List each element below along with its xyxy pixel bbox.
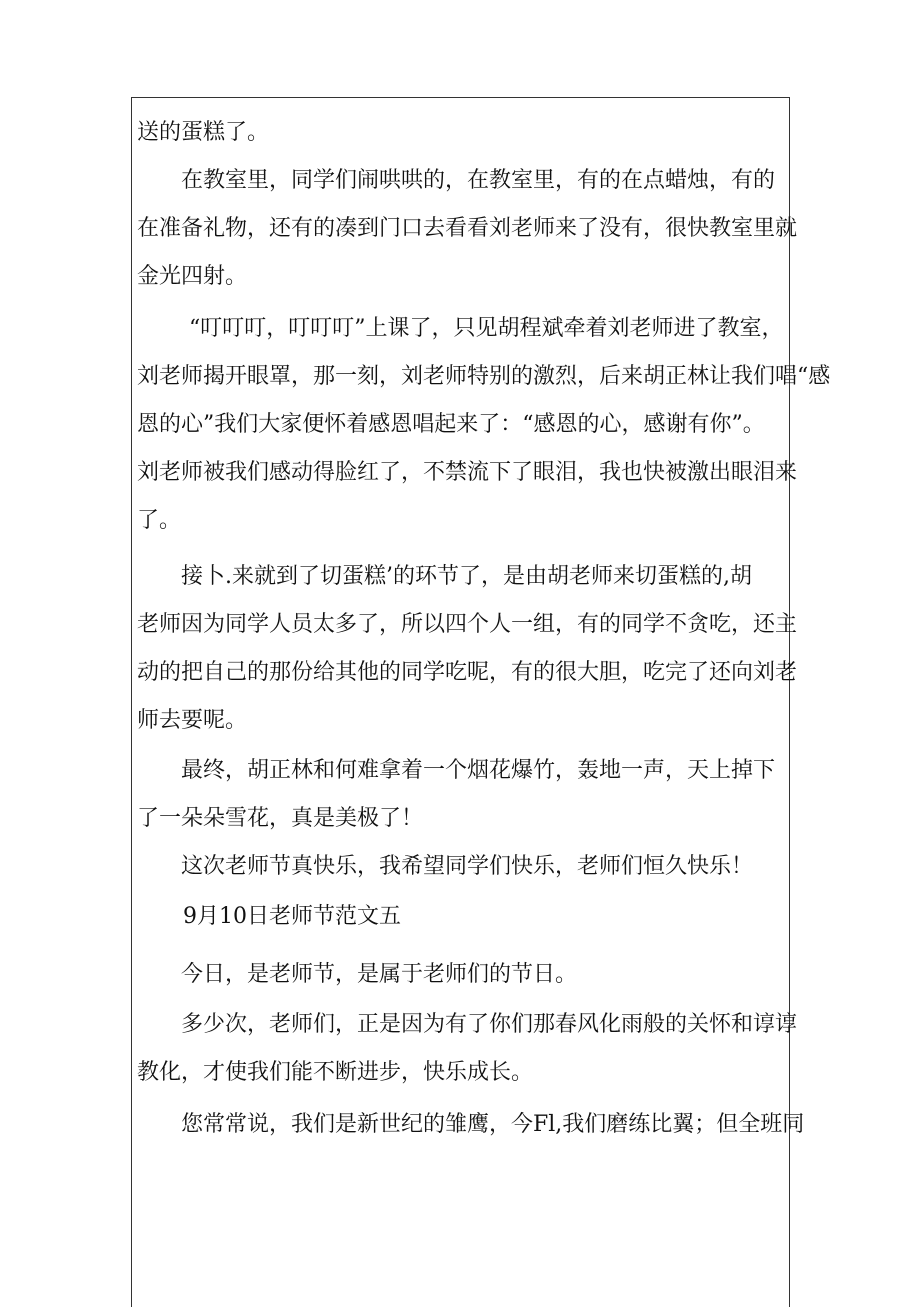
text-line: 动的把自己的那份给其他的同学吃呢，有的很大胆，吃完了还向刘老 (137, 660, 798, 685)
paragraph-line: 这次老师节真快乐，我希望同学们快乐，老师们恒久快乐！ (181, 854, 754, 879)
paragraph-line: “叮叮叮，叮叮叮”上课了，只见胡程斌牵着刘老师进了教室， (189, 316, 784, 341)
text-line: 了。 (137, 508, 182, 533)
paragraph-line: 今日，是老师节，是属于老师们的节日。 (181, 962, 578, 987)
text-line: 送的蛋糕了。 (137, 120, 270, 145)
text-line: 教化，才使我们能不断进步，快乐成长。 (137, 1060, 534, 1085)
text-line: 刘老师揭开眼罩，那一刻，刘老师特别的激烈，后来胡正林让我们唱“感 (137, 364, 831, 389)
text-line: 刘老师被我们感动得脸红了，不禁流下了眼泪，我也快被激出眼泪来 (137, 460, 798, 485)
paragraph-line: 最终，胡正林和何难拿着一个烟花爆竹，轰地一声，天上掉下 (181, 758, 776, 783)
text-line: 师去要呢。 (137, 708, 248, 733)
paragraph-line: 您常常说，我们是新世纪的雏鹰，今Fl,我们磨练比翼；但全班同 (181, 1112, 805, 1137)
paragraph-line: 多少次，老师们，正是因为有了你们那春风化雨般的关怀和谆谆 (181, 1012, 798, 1037)
text-line: 恩的心”我们大家便怀着感恩唱起来了：“感恩的心，感谢有你”。 (137, 412, 765, 437)
text-line: 金光四射。 (137, 264, 248, 289)
text-line: 在准备礼物，还有的凑到门口去看看刘老师来了没有，很快教室里就 (137, 216, 798, 241)
paragraph-line: 在教室里，同学们闹哄哄的，在教室里，有的在点蜡烛，有的 (181, 168, 776, 193)
text-line: 老师因为同学人员太多了，所以四个人一组，有的同学不贪吃，还主 (137, 612, 798, 637)
paragraph-line: 接卜.来就到了切蛋糕’的环节了，是由胡老师来切蛋糕的,胡 (181, 564, 752, 589)
section-title: 9月10日老师节范文五 (183, 904, 401, 929)
text-line: 了一朵朵雪花，真是美极了！ (137, 806, 424, 831)
